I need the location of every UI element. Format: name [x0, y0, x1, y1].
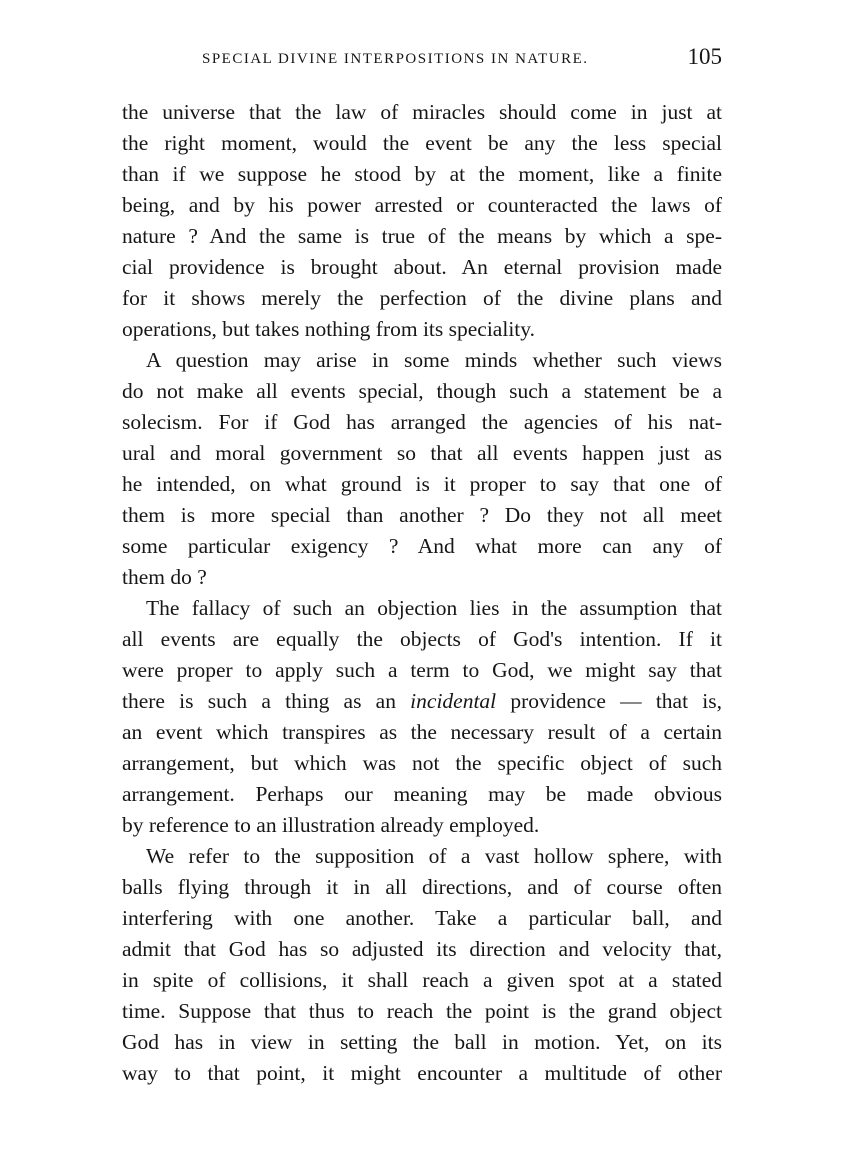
- running-head: [122, 44, 722, 76]
- text-line: way to that point, it might encounter a multitude of other: [122, 1061, 722, 1085]
- text-line: balls flying through it in all directions, and of course often: [122, 875, 722, 899]
- text-line: admit that God has so adjusted its direction and velocity that,: [122, 937, 722, 961]
- paragraph-1: [122, 97, 722, 345]
- text-line: the right moment, would the event be any the less special: [122, 131, 722, 155]
- text-line: being, and by his power arrested or counteracted the laws of: [122, 193, 722, 217]
- body-text: [122, 97, 722, 1089]
- text-line: operations, but takes nothing from its speciality.: [122, 317, 536, 341]
- page-number: 105: [687, 44, 722, 69]
- text-line: God has in view in setting the ball in motion. Yet, on its: [122, 1030, 722, 1054]
- text-line: arrangement, but which was not the specific object of such: [122, 751, 722, 775]
- paragraph-4: [122, 841, 722, 1089]
- text-line: all events are equally the objects of God's intention. If it: [122, 627, 722, 651]
- text-line: do not make all events special, though such a statement be a: [122, 379, 722, 403]
- text-line: cial providence is brought about. An eternal provision made: [122, 255, 722, 279]
- text-line: interfering with one another. Take a particular ball, and: [122, 906, 722, 930]
- text-line: were proper to apply such a term to God, we might say that: [122, 658, 722, 682]
- text-line: them do ?: [122, 565, 207, 589]
- text-line: nature ? And the same is true of the means by which a spe-: [122, 224, 722, 248]
- text-line: he intended, on what ground is it proper to say that one of: [122, 472, 722, 496]
- text-line: than if we suppose he stood by at the moment, like a finite: [122, 162, 722, 186]
- italic-term: incidental: [410, 689, 497, 713]
- text-line: for it shows merely the perfection of the divine plans and: [122, 286, 722, 310]
- text-segment: there is such a thing as an: [122, 689, 411, 713]
- paragraph-3: [122, 593, 722, 841]
- text-line: We refer to the supposition of a vast hollow sphere, with: [146, 844, 722, 868]
- paragraph-2: [122, 345, 722, 593]
- text-line: them is more special than another ? Do they not all meet: [122, 503, 722, 527]
- text-line: in spite of collisions, it shall reach a given spot at a stated: [122, 968, 722, 992]
- text-line: the universe that the law of miracles should come in just at: [122, 100, 722, 124]
- text-line: an event which transpires as the necessary result of a certain: [122, 720, 722, 744]
- text-segment: providence — that is,: [496, 689, 722, 713]
- text-line: [122, 686, 722, 717]
- text-line: The fallacy of such an objection lies in the assumption that: [146, 596, 722, 620]
- text-line: arrangement. Perhaps our meaning may be made obvious: [122, 782, 722, 806]
- text-line: time. Suppose that thus to reach the point is the grand object: [122, 999, 722, 1023]
- text-line: solecism. For if God has arranged the agencies of his nat-: [122, 410, 722, 434]
- text-line: ural and moral government so that all events happen just as: [122, 441, 722, 465]
- text-line: A question may arise in some minds whether such views: [146, 348, 722, 372]
- running-title: SPECIAL DIVINE INTERPOSITIONS IN NATURE.: [202, 51, 589, 67]
- text-line: some particular exigency ? And what more can any of: [122, 534, 722, 558]
- text-line: by reference to an illustration already employed.: [122, 813, 540, 837]
